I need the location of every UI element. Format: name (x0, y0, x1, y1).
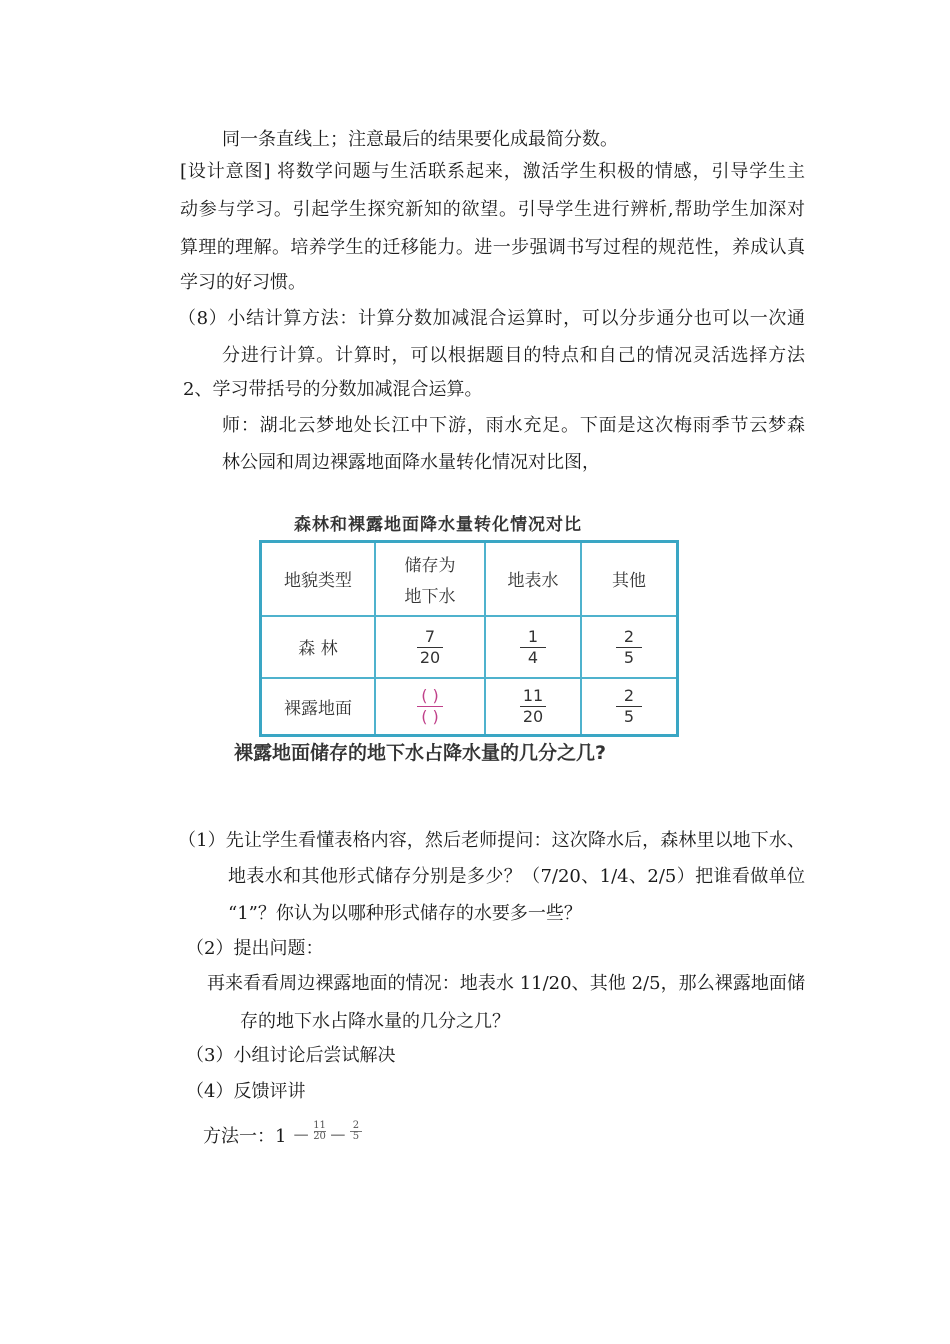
text-line: 动参与学习。引起学生探究新知的欲望。引导学生进行辨析,帮助学生加深对 (180, 199, 805, 220)
denominator: 5 (623, 647, 635, 667)
text-line: 分进行计算。计算时，可以根据题目的特点和自己的情况灵活选择方法 (222, 345, 805, 366)
text-line: （3）小组讨论后尝试解决 (186, 1045, 396, 1066)
figure-title: 森林和裸露地面降水量转化情况对比 (294, 515, 582, 535)
numerator-blank: ( ) (421, 686, 439, 706)
header-line: 储存为 (404, 555, 456, 576)
denominator-blank: ( ) (421, 707, 439, 727)
text-line: 再来看看周边裸露地面的情况：地表水 11/20、其他 2/5，那么裸露地面储 (207, 973, 805, 994)
text-line: 2、学习带括号的分数加减混合运算。 (183, 379, 483, 400)
header-cell (375, 542, 485, 616)
header-cell: 地表水 (485, 542, 581, 616)
text-line: 林公园和周边裸露地面降水量转化情况对比图， (222, 452, 600, 473)
denominator: 20 (522, 707, 544, 727)
text-line: “1”？你认为以哪种形式储存的水要多一些？ (228, 903, 582, 924)
text-line: 学习的好习惯。 (180, 272, 306, 293)
text-line: （4）反馈评讲 (186, 1081, 306, 1102)
denominator: 20 (419, 647, 441, 667)
numerator: 1 (527, 626, 539, 646)
denominator: 4 (527, 647, 539, 667)
rainfall-table (259, 540, 679, 737)
numerator: 2 (623, 686, 635, 706)
row-label: 裸露地面 (261, 678, 376, 736)
header-line: 地下水 (404, 586, 456, 607)
fraction-cell (375, 678, 485, 736)
text-line: 地表水和其他形式储存分别是多少？（7/20、1/4、2/5）把谁看做单位 (228, 866, 805, 887)
fraction: $\frac{11}{20}$ (313, 1119, 326, 1142)
rainfall-table-figure (232, 508, 712, 778)
text-line: [设计意图] 将数学问题与生活联系起来，激活学生积极的情感，引导学生主 (180, 161, 805, 182)
text-line: 算理的理解。培养学生的迁移能力。进一步强调书写过程的规范性，养成认真 (180, 237, 805, 258)
header-cell: 其他 (581, 542, 678, 616)
figure-question: 裸露地面储存的地下水占降水量的几分之几? (234, 742, 607, 764)
text-line: （2）提出问题： (186, 938, 324, 959)
numerator: 2 (623, 626, 635, 646)
fraction-cell (581, 616, 678, 678)
text-line: 同一条直线上；注意最后的结果要化成最简分数。 (222, 129, 618, 150)
method-label: 方法一：1 － (203, 1126, 311, 1147)
fraction-cell (581, 678, 678, 736)
header-cell: 地貌类型 (261, 542, 376, 616)
fraction-cell (485, 678, 581, 736)
text-line: （8）小结计算方法：计算分数加减混合运算时，可以分步通分也可以一次通 (178, 308, 805, 329)
numerator: 7 (424, 626, 436, 646)
fraction: $\frac{2}{5}$ (350, 1121, 362, 1142)
text-line: （1）先让学生看懂表格内容，然后老师提问：这次降水后，森林里以地下水、 (178, 830, 805, 851)
minus-sign: － (328, 1126, 347, 1147)
fraction-cell (375, 616, 485, 678)
denominator: 5 (623, 707, 635, 727)
row-label: 森 林 (261, 616, 376, 678)
fraction-cell (485, 616, 581, 678)
numerator: 11 (522, 686, 544, 706)
text-line: 师：湖北云梦地处长江中下游，雨水充足。下面是这次梅雨季节云梦森 (222, 415, 805, 436)
text-line: 存的地下水占降水量的几分之几？ (240, 1011, 510, 1032)
method-one (203, 1119, 365, 1150)
